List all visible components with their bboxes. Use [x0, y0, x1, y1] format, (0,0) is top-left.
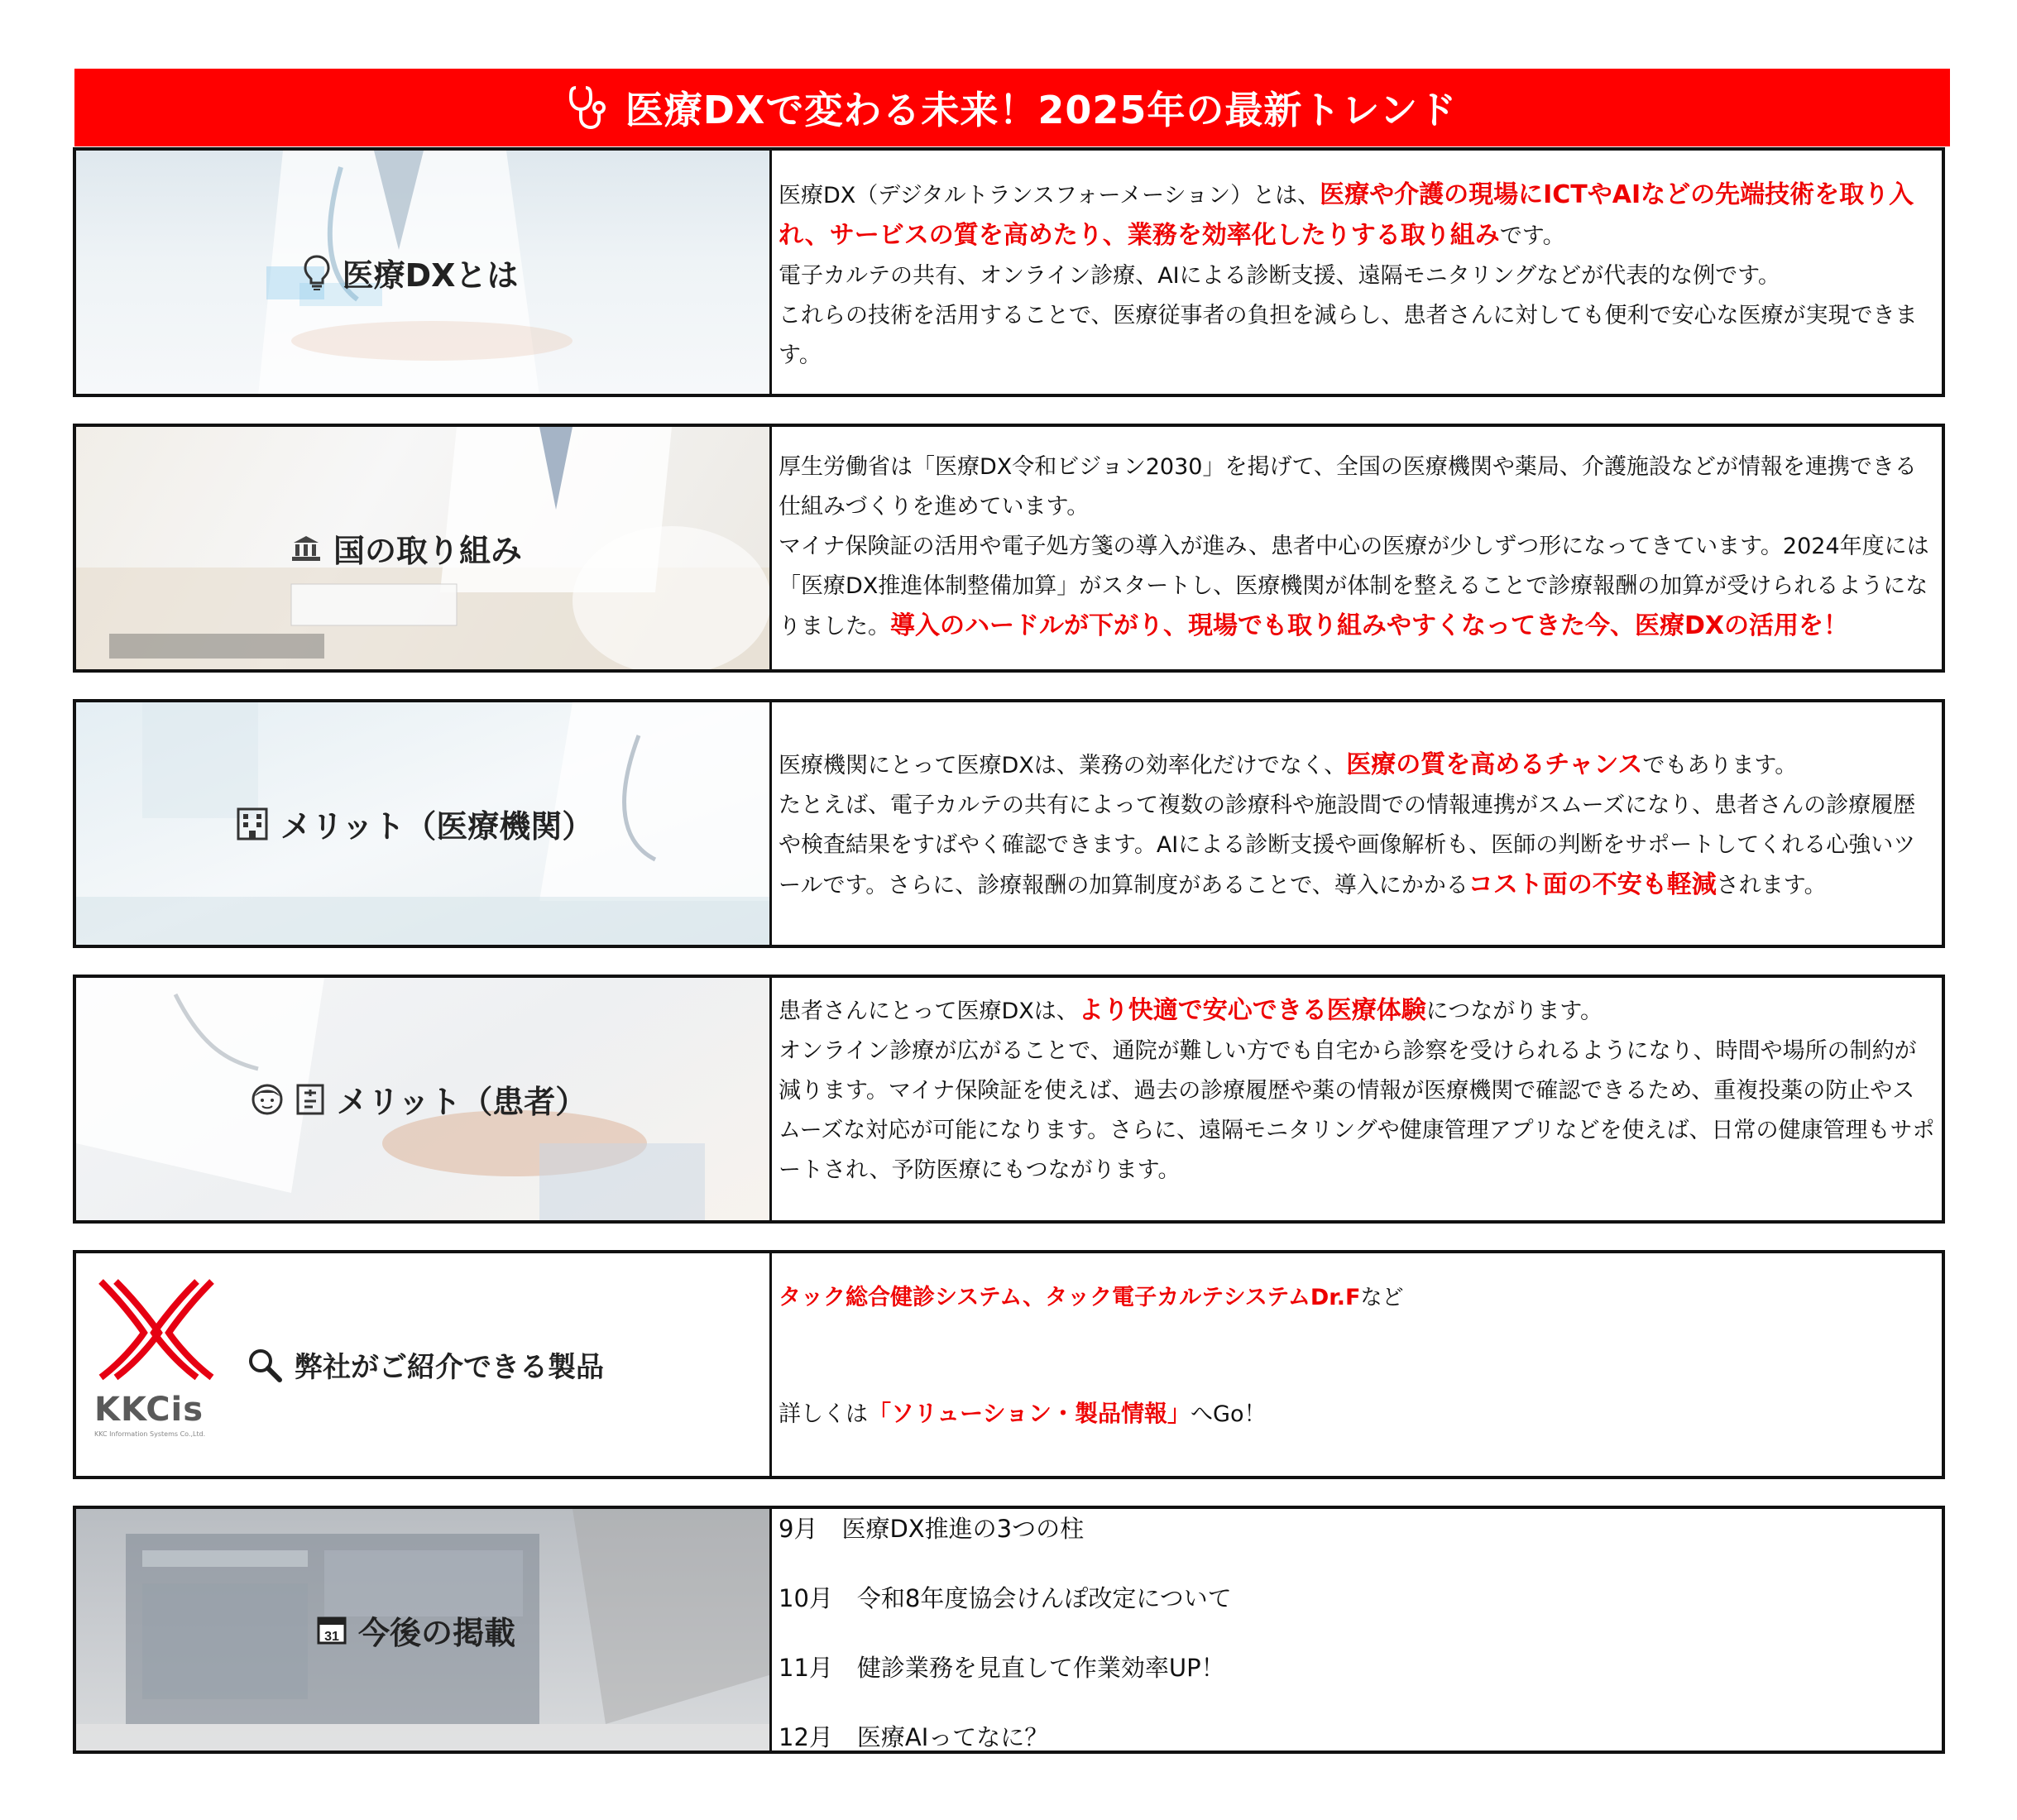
text: マイナ保険証の活用や電子処方箋の導入が進み、患者中心の医療が少しずつ形になってきています。2024年度には「医療DX推進体制整備加算」がスタートし、医療機関が体制を整えることで診療報酬の加算が受けられるようになりました。 [779, 534, 1929, 639]
section-title: 今後の掲載 [357, 1614, 515, 1651]
section-label-panel [76, 1253, 772, 1476]
highlight-text: より快適で安心できる医療体験 [1078, 996, 1426, 1025]
lightbulb-icon [303, 254, 331, 290]
section-title: メリット（医療機関） [280, 808, 594, 845]
company-logo [94, 1275, 218, 1438]
paragraph [779, 527, 1935, 647]
highlight-text: 医療の質を高めるチャンス [1346, 750, 1643, 779]
section-label-panel [76, 702, 772, 945]
logo-text: KKCis [94, 1391, 204, 1429]
page-title: 医療DXで変わる未来！2025年の最新トレンド [625, 88, 1458, 132]
paragraph [779, 175, 1935, 256]
text: でもあります。 [1642, 753, 1798, 778]
text: につながります。 [1425, 999, 1603, 1024]
section-label-panel [76, 151, 772, 394]
section-title: メリット（患者） [336, 1084, 587, 1120]
text: など [1360, 1286, 1404, 1310]
paragraph [779, 991, 1935, 1032]
text: へGo！ [1191, 1401, 1267, 1427]
paragraph [779, 786, 1935, 906]
section-products [73, 1250, 1945, 1479]
paragraph: オンライン診療が広がることで、通院が難しい方でも自宅から診察を受けられるようになり、時間や場所の制約が減ります。マイナ保険証を使えば、過去の診療履歴や薬の情報が医療機関で確認できるため、重複投薬の防止やスムーズな対応が可能になります。さらに、遠隔モニタリングや健康管理アプリなどを使えば、日常の健康管理もサポートされ、予防医療にもつながります。 [779, 1038, 1935, 1183]
calendar-icon [317, 1615, 347, 1645]
government-building-icon [290, 534, 322, 563]
text: たとえば、電子カルテの共有によって複数の診療科や施設間での情報連携がスムーズになり、患者さんの診療履歴や検査結果をすばやく確認できます。AIによる診断支援や画像解析も、医師の判断をサポートしてくれる心強いツールです。さらに、診療報酬の加算制度があることで、導入にかかる [779, 793, 1916, 898]
paragraph: これらの技術を活用することで、医療従事者の負担を減らし、患者さんに対しても便利で安心な医療が実現できます。 [779, 303, 1918, 368]
product-link-line [779, 1394, 1935, 1434]
product-list [779, 1278, 1935, 1318]
section-label-panel [76, 427, 772, 669]
highlight-text: コスト面の不安も軽減 [1468, 870, 1717, 899]
text: されます。 [1716, 873, 1827, 898]
text: 医療DX（デジタルトランスフォーメーション）とは、 [779, 183, 1320, 208]
schedule-list [772, 1509, 1942, 1751]
section-body [772, 978, 1942, 1220]
page-header-banner [74, 69, 1950, 146]
text: 医療機関にとって医療DXは、業務の効率化だけでなく、 [779, 753, 1347, 778]
section-body [772, 702, 1942, 945]
calendar-day-number: 31 [324, 1630, 339, 1644]
text: 患者さんにとって医療DXは、 [779, 999, 1079, 1024]
section-body [772, 427, 1942, 669]
text: 詳しくは [779, 1401, 868, 1427]
highlight-text: 導入のハードルが下がり、現場でも取り組みやすくなってきた今、医療DXの活用を！ [890, 611, 1849, 640]
paragraph [779, 745, 1935, 786]
search-icon [247, 1347, 283, 1383]
schedule-item: 9月 医療DX推進の3つの柱 [779, 1515, 1085, 1543]
patient-face-icon [251, 1083, 284, 1116]
paragraph: 電子カルテの共有、オンライン診療、AIによる診断支援、遠隔モニタリングなどが代表的な例です。 [779, 263, 1780, 289]
highlight-text: 医療や介護の現場にICTやAIなどの先端技術を取り入れ、サービスの質を高めたり、業務を効率化したりする取り組み [779, 180, 1914, 250]
section-body [772, 1253, 1942, 1476]
section-merit-patient [73, 975, 1945, 1224]
section-government [73, 424, 1945, 673]
logo-subtext: KKC Information Systems Co.,Ltd. [94, 1430, 206, 1438]
hospital-icon [236, 807, 269, 841]
paragraph: 厚生労働省は「医療DX令和ビジョン2030」を掲げて、全国の医療機関や薬局、介護施設などが情報を連携できる仕組みづくりを進めています。 [779, 454, 1917, 520]
solutions-link[interactable]: 「ソリューション・製品情報」 [868, 1400, 1191, 1427]
section-merit-institution [73, 699, 1945, 948]
section-title: 国の取り組み [333, 533, 522, 569]
section-what-is-dx [73, 147, 1945, 397]
highlight-text: タック総合健診システム、タック電子カルテシステムDr.F [779, 1285, 1361, 1310]
schedule-item: 10月 令和8年度協会けんぽ改定について [779, 1584, 1232, 1612]
medical-record-icon [295, 1083, 325, 1116]
stethoscope-icon [568, 84, 607, 131]
section-title: 弊社がご紹介できる製品 [295, 1351, 604, 1384]
schedule-item: 11月 健診業務を見直して作業効率UP！ [779, 1654, 1225, 1682]
text: です。 [1499, 223, 1565, 249]
schedule-item: 12月 医療AIってなに？ [779, 1723, 1049, 1751]
section-body [772, 151, 1942, 394]
section-label-panel [76, 978, 772, 1220]
section-label-panel [76, 1509, 772, 1751]
kkcis-logo-mark [94, 1275, 218, 1384]
section-title: 医療DXとは [342, 256, 519, 294]
section-upcoming [73, 1506, 1945, 1754]
